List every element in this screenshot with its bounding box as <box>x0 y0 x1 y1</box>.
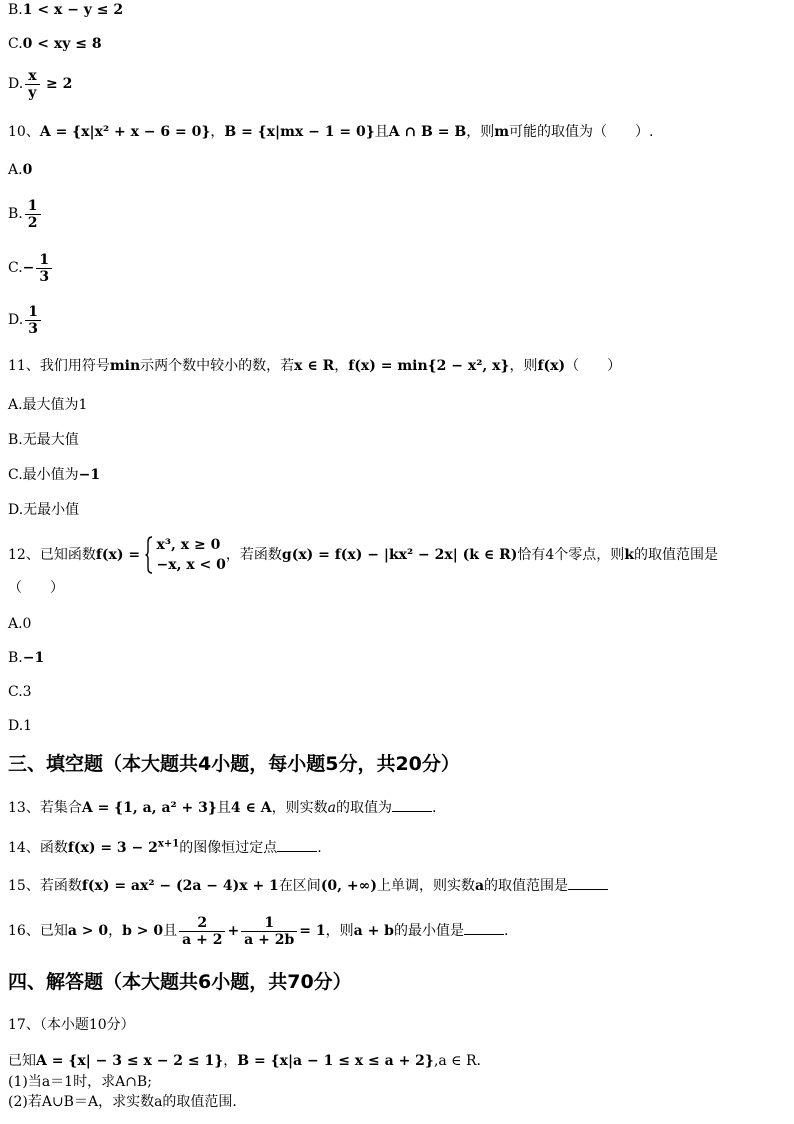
q10-option-b: B. $\frac{1}{2}$ <box>8 194 784 234</box>
q15-stem: 15、若函数f(x) = ax² − (2a − 4)x + 1在区间(0, +∞)上单调，则实数a的取值范围是 <box>8 875 784 896</box>
q10-option-b-fraction: $\frac{1}{2}$ <box>25 198 41 231</box>
q9-option-c: C.0 < xy ≤ 8 <box>8 36 102 52</box>
q12-stem: 12、已知函数f(x) = x³, x ≥ 0 −x, x < 0 ，若函数g(x) = f(x) − |kx² − 2x| (k ∈ R)恰有4个零点，则k的取值范围是 <box>8 537 719 573</box>
q14-answer-blank[interactable] <box>277 837 317 852</box>
q11-option-b: B.无最大值 <box>8 432 79 448</box>
q10-condition: A ∩ B = B <box>388 124 467 140</box>
q17-header: 17、（本小题10分） <box>8 1017 135 1033</box>
q11-condition: x ∈ R <box>294 358 335 374</box>
left-brace-icon <box>145 536 153 574</box>
q15-answer-blank[interactable] <box>568 875 608 890</box>
q14-stem: 14、函数$f(x) = 3 - 2^{x+1}$的图像恒过定点 . <box>8 838 322 856</box>
q10-set-a: A = {x|x² + x − 6 = 0} <box>39 124 211 140</box>
q10-option-a: A.0 <box>8 162 33 178</box>
q10-option-c-fraction: $\frac{1}{3}$ <box>36 252 52 285</box>
q9-option-d-fraction: $\frac{x}{y}$ <box>25 68 39 101</box>
q10-option-d-fraction: $\frac{1}{3}$ <box>25 304 41 337</box>
q14-function: $f(x) = 3 - 2^{x+1}$ <box>67 838 180 856</box>
q16-fraction-1: $\frac{2}{a + 2}$ <box>179 915 225 948</box>
q12-paren: （ ） <box>8 580 64 596</box>
q9-option-b-math: 1 < x − y ≤ 2 <box>22 2 124 18</box>
q17-set-a: A = {x| − 3 ≤ x − 2 ≤ 1} <box>36 1053 224 1069</box>
q11-stem: 11、我们用符号min示两个数中较小的数，若x ∈ R，f(x) = min{2 − x², x}，则f(x)（ ） <box>8 358 622 374</box>
section-4-title: 四、解答题（本大题共6小题，共70分） <box>8 971 352 993</box>
q13-stem: 13、若集合A = {1, a, a² + 3}且4 ∈ A，则实数a的取值为 . <box>8 797 784 818</box>
section-3-title: 三、填空题（本大题共4小题，每小题5分，共20分） <box>8 753 460 775</box>
q11-option-c: C.最小值为−1 <box>8 467 101 483</box>
q10-stem: 10、A = {x|x² + x − 6 = 0}，B = {x|mx − 1 = 0}且A ∩ B = B，则m可能的取值为（ ）. <box>8 124 654 140</box>
q9-option-d: D. $\frac{x}{y}$ ≥ 2 <box>8 67 73 101</box>
q17-set-b: B = {x|a − 1 ≤ x ≤ a + 2} <box>237 1053 434 1069</box>
q15-function: f(x) = ax² − (2a − 4)x + 1 <box>81 878 279 894</box>
q12-option-d: D.1 <box>8 718 33 734</box>
q9-option-b: B.1 < x − y ≤ 2 <box>8 2 124 18</box>
q9-option-c-math: 0 < xy ≤ 8 <box>22 36 102 52</box>
q16-fraction-2: $\frac{1}{a + 2b}$ <box>241 915 297 948</box>
q16-stem: 16、已知a > 0，b > 0且 $\frac{2}{a + 2}$ + $\frac{1}{a + 2b}$ = 1，则a + b的最小值是 . <box>8 914 509 948</box>
q10-set-b: B = {x|mx − 1 = 0} <box>224 124 375 140</box>
q13-set: A = {1, a, a² + 3} <box>81 800 217 816</box>
q10-option-d: D. $\frac{1}{3}$ <box>8 300 784 340</box>
q17-part-1: (1)当a＝1时，求A∩B; <box>8 1074 152 1090</box>
q12-option-b: B.−1 <box>8 650 45 666</box>
q13-answer-blank[interactable] <box>392 797 432 812</box>
q12-piecewise-function: x³, x ≥ 0 −x, x < 0 <box>145 535 226 575</box>
q11-function: f(x) = min{2 − x², x} <box>348 358 510 374</box>
q12-option-c: C.3 <box>8 684 32 700</box>
q11-option-a: A.最大值为1 <box>8 397 88 413</box>
q12-g-function: g(x) = f(x) − |kx² − 2x| (k ∈ R) <box>281 547 518 563</box>
q12-option-a: A.0 <box>8 616 32 632</box>
q17-given: 已知A = {x| − 3 ≤ x − 2 ≤ 1}，B = {x|a − 1 ≤ x ≤ a + 2},a ∈ R. <box>8 1053 481 1069</box>
q16-answer-blank[interactable] <box>464 920 504 935</box>
q11-option-d: D.无最小值 <box>8 502 80 518</box>
q10-option-c: C.− $\frac{1}{3}$ <box>8 248 784 288</box>
q17-part-2: (2)若A∪B＝A，求实数a的取值范围. <box>8 1094 237 1110</box>
